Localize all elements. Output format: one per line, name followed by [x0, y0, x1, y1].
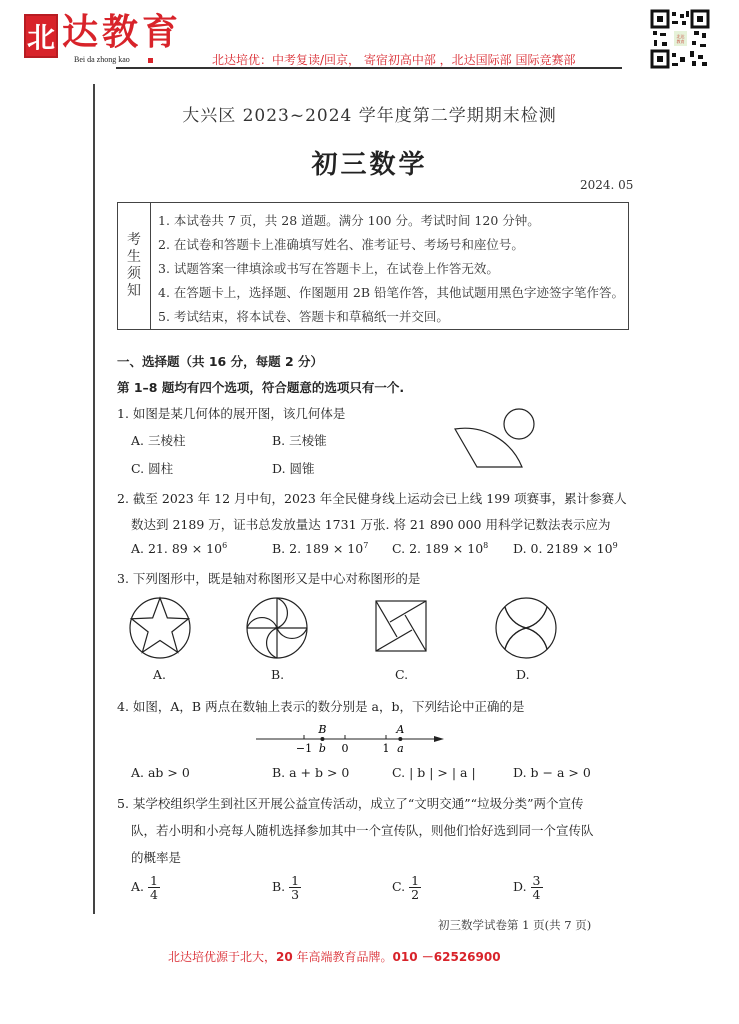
notice-item: 2. 在试卷和答题卡上准确填写姓名、准考证号、考场号和座位号。 — [158, 237, 524, 252]
notice-item: 4. 在答题卡上，选择题、作图题用 2B 铅笔作答，其他试题用黑色字迹签字笔作答。 — [158, 285, 624, 300]
question-4-option-b: B. a + b > 0 — [272, 765, 350, 780]
section-heading: 一、选择题（共 16 分，每题 2 分） — [117, 354, 324, 369]
bottom-advertisement: 北达培优源于北大，20 年高端教育品牌。010 －62526900 — [168, 950, 501, 964]
figure-d-four-petal-circle — [494, 596, 558, 660]
question-5-option-d: D. $\frac{3}{4}$ — [513, 873, 541, 902]
section-instruction: 第 1–8 题均有四个选项，符合题意的选项只有一个. — [117, 380, 405, 395]
logo-dot — [148, 58, 153, 63]
notice-side-char: 知 — [127, 283, 141, 299]
question-2-option-a: A. 21. $89 \times 10^6$ — [131, 541, 228, 557]
question-4-option-c: C. | b | > | a | — [392, 765, 476, 780]
number-line-point-var: a — [397, 742, 404, 755]
logo-subtitle: Bei da zhong kao — [74, 55, 130, 64]
question-5-stem-line2: 队，若小明和小亮每人随机选择参加其中一个宣传队，则他们恰好选到同一个宣传队 — [131, 823, 594, 838]
notice-item: 3. 试题答案一律填涂或书写在答题卡上，在试卷上作答无效。 — [158, 261, 499, 276]
question-5-option-c: C. $\frac{1}{2}$ — [392, 873, 420, 902]
logo-mark: 北 — [24, 14, 58, 58]
number-line-arrow — [434, 736, 444, 742]
question-2-option-b: B. 2. $189 \times 10^7$ — [272, 541, 369, 557]
notice-item: 5. 考试结束，将本试卷、答题卡和草稿纸一并交回。 — [158, 309, 449, 324]
question-2-stem-line1: 2. 截至 2023 年 12 月中旬，2023 年全民健身线上运动会已上线 199 项赛事，累计参赛人 — [117, 491, 627, 506]
cone-net-figure — [440, 400, 560, 472]
page-number-footer: 初三数学试卷第 1 页(共 7 页) — [438, 918, 592, 932]
question-2-stem-line2: 数达到 2189 万，证书总发放量达 1731 万张. 将 21 890 000 用科学记数法表示应为 — [131, 517, 611, 532]
exam-subject: 初三数学 — [311, 150, 428, 180]
question-5-stem-line1: 5. 某学校组织学生到社区开展公益宣传活动，成立了“文明交通”“垃圾分类”两个宣传 — [117, 796, 584, 811]
notice-list — [158, 209, 624, 329]
question-2-option-d: D. 0. $2189 \times 10^9$ — [513, 541, 618, 557]
notice-side-char: 须 — [127, 266, 141, 282]
qr-code-icon — [650, 9, 710, 69]
question-1-option-d: D. 圆锥 — [272, 461, 315, 476]
cone-net-base-circle — [504, 409, 534, 439]
number-line-point-name: A — [396, 723, 405, 736]
number-line — [250, 718, 450, 760]
page-left-border — [93, 84, 95, 914]
candidate-notice-box — [117, 202, 629, 330]
question-5-option-b: B. $\frac{1}{3}$ — [272, 873, 300, 902]
question-1-option-c: C. 圆柱 — [131, 461, 174, 476]
notice-side-label — [118, 203, 151, 329]
question-1-option-a: A. 三棱柱 — [131, 433, 186, 448]
figure-b-pinwheel-circle — [245, 596, 309, 660]
logo-text: 达教育 — [62, 11, 183, 53]
question-4-option-a: A. ab > 0 — [131, 765, 190, 780]
number-line-tick-label: 1 — [382, 742, 390, 755]
notice-side-char: 生 — [127, 249, 141, 265]
svg-text:北达: 北达 — [676, 34, 685, 39]
question-1-stem: 1. 如图是某几何体的展开图，该几何体是 — [117, 406, 346, 421]
question-1-option-b: B. 三棱锥 — [272, 433, 327, 448]
figure-c-label: C. — [395, 667, 409, 682]
question-3-stem: 3. 下列图形中，既是轴对称图形又是中心对称图形的是 — [117, 571, 421, 586]
notice-side-char: 考 — [127, 232, 141, 248]
question-4-option-d: D. b − a > 0 — [513, 765, 591, 780]
figure-d-label: D. — [516, 667, 530, 682]
figure-c-pinwheel-square — [375, 600, 427, 652]
cone-net-sector — [455, 428, 522, 467]
number-line-point-var: b — [318, 742, 326, 755]
figure-b-label: B. — [271, 667, 285, 682]
notice-item: 1. 本试卷共 7 页，共 28 道题。满分 100 分。考试时间 120 分钟。 — [158, 213, 540, 228]
question-5-stem-line3: 的概率是 — [131, 850, 182, 865]
figure-a-star-in-circle — [128, 596, 192, 660]
number-line-point-name: B — [318, 723, 327, 736]
number-line-tick-label: 0 — [341, 742, 349, 755]
exam-title: 大兴区 2023~2024 学年度第二学期期末检测 — [182, 106, 557, 126]
svg-text:教育: 教育 — [676, 39, 685, 44]
question-2-option-c: C. 2. $189 \times 10^8$ — [392, 541, 489, 557]
number-line-tick-label: −1 — [295, 742, 313, 755]
header-divider — [116, 67, 622, 69]
exam-date: 2024. 05 — [580, 178, 634, 192]
question-5-option-a: A. $\frac{1}{4}$ — [131, 873, 158, 902]
figure-a-label: A. — [153, 667, 167, 682]
number-line-point-A — [398, 737, 402, 741]
number-line-point-B — [320, 737, 324, 741]
header-slogan: 北达培优：中考复读/回京， 寄宿初高中部 ，北达国际部 国际竞赛部 — [212, 53, 576, 67]
question-4-stem: 4. 如图，A，B 两点在数轴上表示的数分别是 a，b，下列结论中正确的是 — [117, 699, 525, 714]
